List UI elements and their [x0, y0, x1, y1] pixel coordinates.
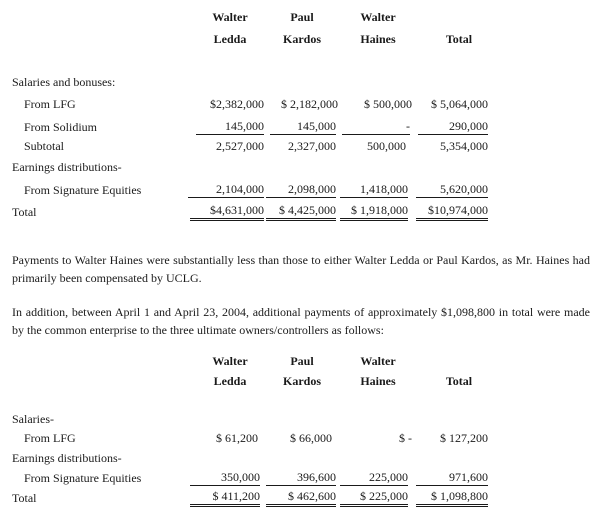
cell-value: 396,600: [266, 470, 336, 486]
cell-value: 225,000: [340, 470, 408, 486]
cell-value: 290,000: [418, 119, 488, 135]
cell-value: 2,098,000: [266, 182, 336, 198]
row-label: From Signature Equities: [24, 471, 142, 485]
col-header-ledda-1: Walter: [212, 354, 248, 368]
cell-value: $4,631,000: [190, 203, 264, 221]
cell-value: $ 225,000: [340, 489, 408, 507]
cell-value: $10,974,000: [416, 203, 488, 221]
cell-value: $ 4,425,000: [266, 203, 336, 221]
cell-value: 5,354,000: [440, 139, 488, 153]
row-label-total: Total: [12, 205, 37, 219]
row-label: From LFG: [24, 431, 76, 445]
cell-value: $ 61,200: [216, 431, 258, 445]
cell-value: $ 2,182,000: [281, 97, 338, 111]
paragraph-additional-payments: In addition, between April 1 and April 23, 2004, additional payments of approximately $1,098,800 in total were made by the common enterprise to the three ultimate owners/controllers as follows:: [12, 305, 590, 337]
col-header-haines-1: Walter: [360, 354, 396, 368]
cell-value: $ 1,918,000: [340, 203, 408, 221]
cell-value: 350,000: [190, 470, 260, 486]
cell-value: 2,327,000: [288, 139, 336, 153]
cell-value: 1,418,000: [340, 182, 408, 198]
col-header-haines-1: Walter: [360, 10, 396, 24]
cell-value: 500,000: [367, 139, 406, 153]
cell-value: 971,600: [416, 470, 488, 486]
cell-value: $ 411,200: [190, 489, 260, 507]
row-label: Subtotal: [24, 139, 65, 153]
cell-value: 2,527,000: [216, 139, 264, 153]
cell-value: 2,104,000: [188, 182, 264, 198]
col-header-total: Total: [445, 374, 473, 388]
paragraph-haines: Payments to Walter Haines were substantially less than those to either Walter Ledda or Paul Kardos, as Mr. Haines had primarily been compensated by UCLG.: [12, 253, 590, 285]
col-header-haines-2: Haines: [360, 374, 396, 388]
row-label: From Solidium: [24, 120, 98, 134]
section-label-earnings: Earnings distributions-: [12, 160, 122, 174]
cell-value: $ 1,098,800: [416, 489, 488, 507]
col-header-kardos-2: Kardos: [282, 374, 321, 388]
cell-value: $ 66,000: [290, 431, 332, 445]
row-label: From LFG: [24, 97, 76, 111]
cell-value: $2,382,000: [210, 97, 264, 111]
col-header-kardos-2: Kardos: [282, 32, 321, 46]
row-label-total: Total: [12, 491, 37, 505]
section-label-salaries: Salaries-: [12, 412, 54, 426]
row-label: From Signature Equities: [24, 183, 142, 197]
cell-value: -: [342, 119, 410, 135]
cell-value: 145,000: [196, 119, 264, 135]
col-header-haines-2: Haines: [360, 32, 396, 46]
cell-value: $ -: [399, 431, 412, 445]
cell-value: $ 127,200: [440, 431, 488, 445]
section-label-salaries: Salaries and bonuses:: [12, 75, 116, 89]
section-label-earnings: Earnings distributions-: [12, 451, 122, 465]
col-header-kardos-1: Paul: [290, 10, 314, 24]
col-header-ledda-2: Ledda: [213, 374, 247, 388]
col-header-kardos-1: Paul: [290, 354, 314, 368]
cell-value: 145,000: [270, 119, 336, 135]
cell-value: $ 462,600: [266, 489, 336, 507]
col-header-ledda-1: Walter: [212, 10, 248, 24]
cell-value: $ 500,000: [364, 97, 412, 111]
col-header-total: Total: [445, 32, 473, 46]
cell-value: 5,620,000: [416, 182, 488, 198]
col-header-ledda-2: Ledda: [213, 32, 247, 46]
cell-value: $ 5,064,000: [431, 97, 488, 111]
